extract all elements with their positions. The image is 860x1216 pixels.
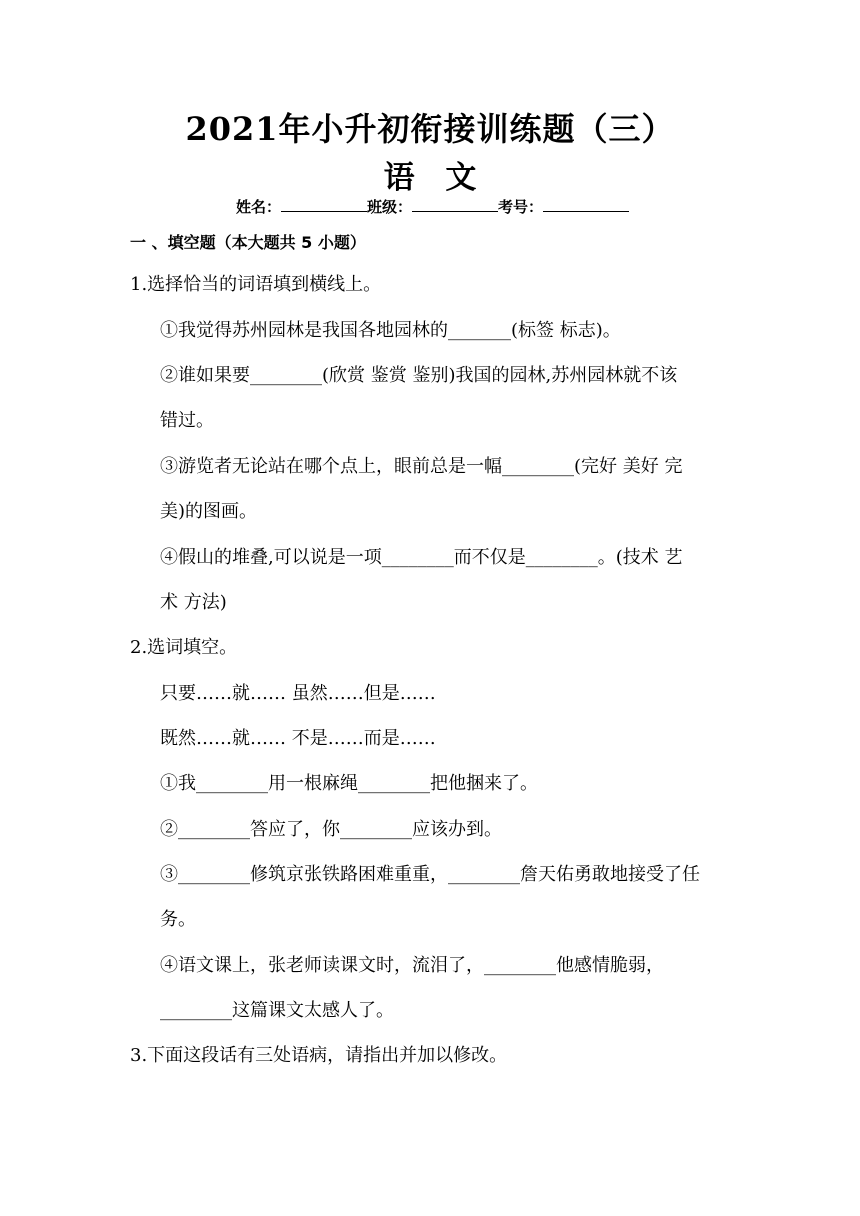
class-label: 班级： [367,198,413,216]
q2-option-row-2: 既然……就…… 不是……而是…… [160,728,436,749]
class-blank [412,197,498,212]
subject-heading: 语 文 [383,160,477,196]
q1-item-2-cont: 错过。 [160,410,214,431]
q2-item-3: ③________修筑京张铁路困难重重，________詹天佑勇敢地接受了任 [160,864,700,885]
section-heading: 一 、填空题（本大题共 5 小题） [130,233,366,252]
q1-item-1: ①我觉得苏州园林是我国各地园林的_______(标签 标志)。 [160,320,621,341]
q2-item-3-cont: 务。 [160,909,196,930]
q1-item-4: ④假山的堆叠,可以说是一项________而不仅是________。(技术 艺 [160,547,683,568]
q1-item-4-cont: 术 方法) [160,592,227,613]
question-1-title: 1.选择恰当的词语填到横线上。 [130,274,382,295]
q2-item-4-cont: ________这篇课文太感人了。 [160,1000,394,1021]
name-blank [281,197,367,212]
exam-no-label: 考号： [498,198,544,216]
q2-item-1: ①我________用一根麻绳________把他捆来了。 [160,773,538,794]
q2-option-row-1: 只要……就…… 虽然……但是…… [160,683,436,704]
q2-item-2: ②________答应了，你________应该办到。 [160,819,502,840]
student-info-row [236,196,629,217]
q1-item-2: ②谁如果要________(欣赏 鉴赏 鉴别)我国的园林,苏州园林就不该 [160,365,678,386]
name-label: 姓名： [236,198,282,216]
q2-item-4: ④语文课上，张老师读课文时，流泪了，________他感情脆弱， [160,955,664,976]
question-2-title: 2.选词填空。 [130,637,238,658]
exam-no-blank [543,197,629,212]
question-3-title: 3.下面这段话有三处语病，请指出并加以修改。 [130,1045,508,1066]
page-title: 2021年小升初衔接训练题（三） [185,110,675,148]
q1-item-3: ③游览者无论站在哪个点上，眼前总是一幅________(完好 美好 完 [160,456,683,477]
q1-item-3-cont: 美)的图画。 [160,501,258,522]
